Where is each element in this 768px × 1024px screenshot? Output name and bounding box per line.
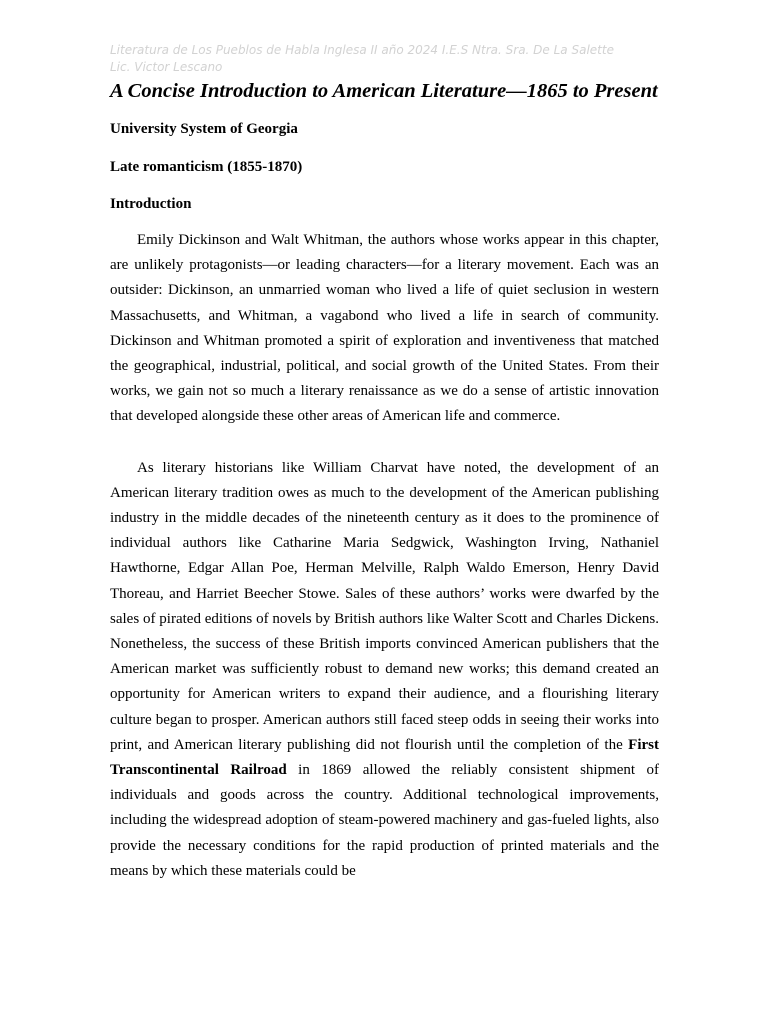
paragraph-2-text-start: As literary historians like William Charvat have noted, the development of an American literary tradition owes as much to the development of the American publishing industry in the middle decades of the nineteenth century as it does to the prominence of individual authors like Catharine Maria Sedgwick, Washington Irving, Nathaniel Hawthorne, Edgar Allan Poe, Herman Melville, Ralph Waldo Emerson, Henry David Thoreau, and Harriet Beecher Stowe. Sales of these authors’ works were dwarfed by the sales of pirated editions of novels by British authors like Walter Scott and Charles Dickens. Nonetheless, the success of these British imports convinced American publishers that the American market was sufficiently robust to demand new works; this demand created an opportunity for American writers to expand their audience, and a flourishing literary culture began to prosper. American authors still faced steep odds in seeing their works into print, and American literary publishing did not flourish until the completion of the [110,459,659,753]
paragraph-2-text-end: in 1869 allowed the reliably consistent shipment of individuals and goods across the country. Additional technological improvements, including the widespread adoption of steam-powered machinery and gas-fueled lights, also provide the necessary conditions for the rapid production of printed materials and the means by which these materials could be [110,762,659,879]
subsection-heading: Introduction [110,196,192,212]
body-paragraph-2 [110,456,659,884]
railroad-bold-term: First Transcontinental Railroad [110,736,659,779]
publisher-heading: University System of Georgia [110,121,298,137]
course-header-line: Literatura de Los Pueblos de Habla Inglesa II año 2024 I.E.S Ntra. Sra. De La Salette [110,43,614,57]
body-paragraph-1: Emily Dickinson and Walt Whitman, the authors whose works appear in this chapter, are unlikely protagonists—or leading characters—for a literary movement. Each was an outsider: Dickinson, an unmarried woman who lived a life of quiet seclusion in western Massachusetts, and Whitman, a vagabond who lived a life in search of community. Dickinson and Whitman promoted a spirit of exploration and inventiveness that matched the geographical, industrial, political, and social growth of the United States. From their works, we gain not so much a literary renaissance as we do a sense of artistic innovation that developed alongside these other areas of American life and commerce. [110,232,659,425]
instructor-header-line: Lic. Victor Lescano [110,60,223,74]
document-title: A Concise Introduction to American Literature—1865 to Present [110,80,658,102]
section-heading: Late romanticism (1855-1870) [110,159,303,175]
document-page [110,42,659,884]
